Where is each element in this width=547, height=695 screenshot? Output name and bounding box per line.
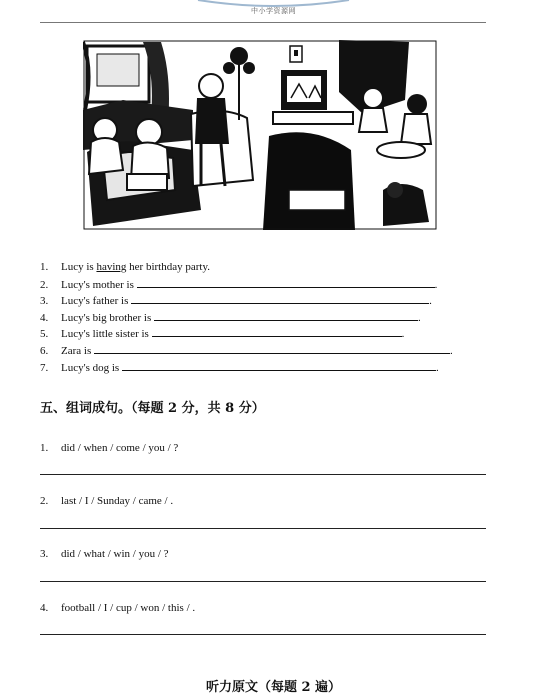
- answer-blank[interactable]: [131, 292, 429, 304]
- sentence-end: .: [429, 295, 432, 308]
- sentence-end: .: [401, 328, 405, 341]
- section-five-title: 五、组词成句。（每题 2 分，共 8 分）: [40, 401, 265, 416]
- scramble-question-1: [40, 442, 178, 454]
- sentence-text: Lucy's dog is: [61, 361, 122, 374]
- sentence-text: Lucy's little sister is: [61, 328, 152, 341]
- sentence-number: 4.: [40, 311, 49, 324]
- sentence-number: 1.: [40, 261, 49, 273]
- listening-script-title: 听力原文（每题 2 遍）: [205, 680, 342, 695]
- scrambled-words: did / what / win / you / ?: [61, 548, 169, 560]
- answer-line-2[interactable]: [40, 528, 486, 529]
- sentence-end: .: [435, 361, 439, 374]
- sentence-7: [40, 359, 480, 376]
- sentence-6: [40, 342, 480, 359]
- scramble-question-2: [40, 495, 173, 507]
- answer-blank[interactable]: [154, 309, 418, 321]
- sentence-end: .: [418, 311, 421, 324]
- sentence-text: Lucy's father is: [61, 295, 132, 308]
- sentence-1: [40, 259, 480, 276]
- scrambled-words: last / I / Sunday / came / .: [61, 495, 174, 507]
- sentence-text: Zara is: [61, 344, 94, 357]
- scrambled-words: did / when / come / you / ?: [61, 442, 179, 454]
- answer-line-1[interactable]: [40, 474, 486, 475]
- sentence-text: Lucy's big brother is: [61, 311, 155, 324]
- question-number: 3.: [40, 548, 49, 560]
- answer-line-4[interactable]: [40, 634, 486, 635]
- underlined-word: having: [96, 261, 127, 273]
- question-number: 2.: [40, 495, 49, 507]
- sentence-number: 7.: [40, 361, 49, 374]
- header-site-name: 中小学资源网: [251, 7, 296, 15]
- birthday-party-illustration: [83, 40, 437, 230]
- fill-in-sentences: [40, 259, 480, 375]
- scrambled-words: football / I / cup / won / this / .: [61, 602, 196, 614]
- sentence-number: 3.: [40, 295, 49, 308]
- sentence-2: [40, 276, 480, 293]
- sentence-5: [40, 325, 480, 342]
- sentence-text: Lucy is: [61, 261, 97, 273]
- sentence-number: 5.: [40, 328, 49, 341]
- sentence-3: [40, 292, 480, 309]
- sentence-end: .: [449, 344, 453, 357]
- scramble-question-4: [40, 602, 195, 614]
- answer-blank[interactable]: [122, 359, 436, 371]
- question-number: 4.: [40, 602, 49, 614]
- sentence-text-end: her birthday party.: [126, 261, 210, 273]
- answer-blank[interactable]: [94, 342, 450, 354]
- question-number: 1.: [40, 442, 49, 454]
- header-divider: [40, 22, 486, 23]
- sentence-text: Lucy's mother is: [61, 278, 137, 291]
- answer-blank[interactable]: [137, 276, 435, 288]
- sentence-4: [40, 309, 480, 326]
- sentence-end: .: [434, 278, 438, 291]
- answer-blank[interactable]: [152, 325, 402, 337]
- answer-line-3[interactable]: [40, 581, 486, 582]
- sentence-number: 6.: [40, 344, 49, 357]
- scramble-question-3: [40, 548, 169, 560]
- sentence-number: 2.: [40, 278, 49, 291]
